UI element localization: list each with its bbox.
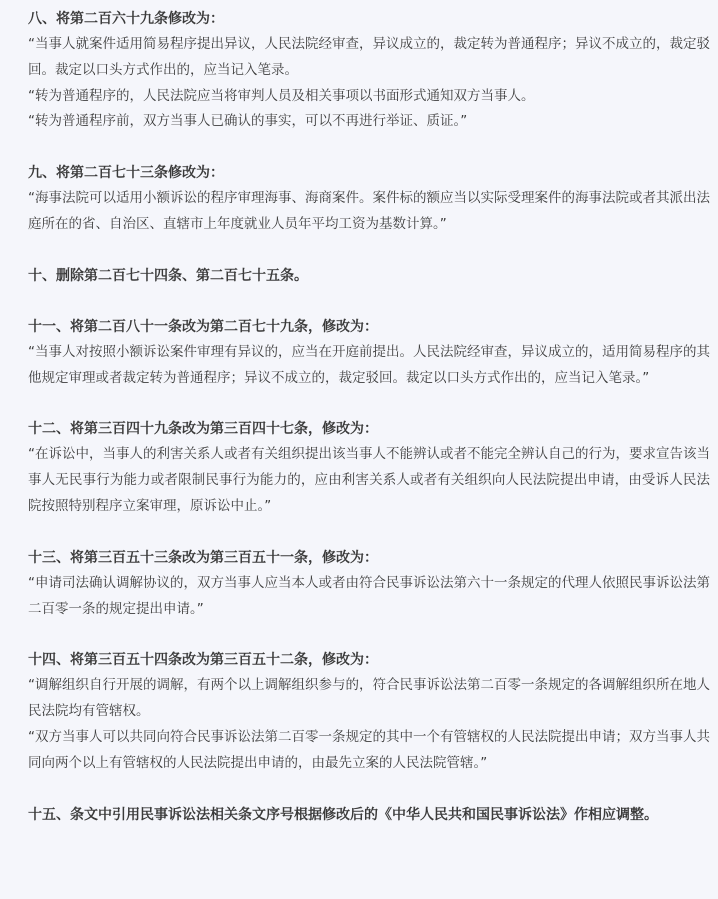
section-heading: 十三、将第三百五十三条改为第三百五十一条，修改为： — [28, 549, 378, 566]
section-paragraph: “双方当事人可以共同向符合民事诉讼法第二百零一条规定的其中一个有管辖权的人民法院提出申请；双方当事人共同向两个以上有管辖权的人民法院提出申请的，由最先立案的人民法院管辖。” — [28, 728, 710, 771]
section-heading: 八、将第二百六十九条修改为： — [28, 11, 224, 27]
section-spacer — [28, 135, 710, 160]
section-13 — [28, 545, 710, 623]
section-paragraph: “转为普通程序的，人民法院应当将审判人员及相关事项以书面形式通知双方当事人。 — [28, 87, 535, 104]
section-spacer — [28, 238, 710, 263]
section-8 — [28, 6, 710, 135]
section-paragraph: “当事人就案件适用简易程序提出异议，人民法院经审查，异议成立的，裁定转为普通程序；异议不成立的，裁定驳回。裁定以口头方式作出的，应当记入笔录。 — [28, 36, 710, 78]
section-15 — [28, 802, 710, 829]
section-paragraph: “当事人对按照小额诉讼案件审理有异议的，应当在开庭前提出。人民法院经审查，异议成立的，适用简易程序的其他规定审理或者裁定转为普通程序；异议不成立的，裁定驳回。裁定以口头方式作出的，应当记入笔录。” — [28, 343, 710, 386]
section-spacer — [28, 391, 710, 416]
section-heading: 十一、将第二百八十一条改为第二百七十九条，修改为： — [28, 318, 378, 335]
section-heading: 十二、将第三百四十九条改为第三百四十七条，修改为： — [28, 421, 378, 438]
section-heading: 十五、条文中引用民事诉讼法相关条文序号根据修改后的《中华人民共和国民事诉讼法》作相应调整。 — [28, 806, 658, 823]
section-12 — [28, 416, 710, 519]
section-spacer — [28, 622, 710, 647]
section-paragraph: “申请司法确认调解协议的，双方当事人应当本人或者由符合民事诉讼法第六十一条规定的代理人依照民事诉讼法第二百零一条的规定提出申请。” — [28, 574, 710, 617]
section-10 — [28, 263, 710, 289]
section-14 — [28, 647, 710, 776]
section-spacer — [28, 777, 710, 802]
section-spacer — [28, 520, 710, 545]
section-heading: 十四、将第三百五十四条改为第三百五十二条，修改为： — [28, 652, 378, 669]
section-heading: 十、删除第二百七十四条、第二百七十五条。 — [28, 267, 308, 284]
section-spacer — [28, 289, 710, 314]
section-heading: 九、将第二百七十三条修改为： — [28, 165, 224, 182]
section-9 — [28, 160, 710, 238]
section-paragraph: “转为普通程序前，双方当事人已确认的事实，可以不再进行举证、质证。” — [28, 113, 468, 130]
section-11 — [28, 314, 710, 392]
section-paragraph: “调解组织自行开展的调解，有两个以上调解组织参与的，符合民事诉讼法第二百零一条规定的各调解组织所在地人民法院均有管辖权。 — [28, 677, 710, 720]
section-paragraph: “海事法院可以适用小额诉讼的程序审理海事、海商案件。案件标的额应当以实际受理案件的海事法院或者其派出法庭所在的省、自治区、直辖市上年度就业人员年平均工资为基数计算。” — [28, 190, 710, 232]
section-paragraph: “在诉讼中，当事人的利害关系人或者有关组织提出该当事人不能辨认或者不能完全辨认自己的行为，要求宣告该当事人无民事行为能力或者限制民事行为能力的，应由利害关系人或者有关组织向人民法院提出申请，由受诉人民法院按照特别程序立案审理，原诉讼中止。” — [28, 446, 710, 514]
